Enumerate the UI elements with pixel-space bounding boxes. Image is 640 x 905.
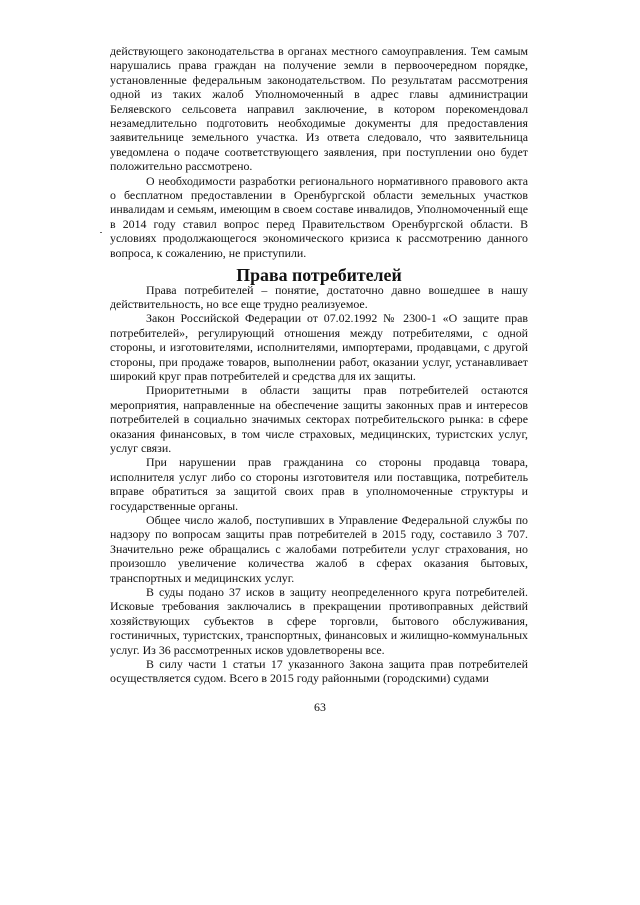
- paragraph-complaints-count: Общее число жалоб, поступивших в Управление Федеральной службы по надзору по вопросам защиты прав потребителей в 2015 году, составило 3 707. Значительно реже обращались с жалобами потребители услуг страхования, но произошло увеличение количества жалоб в сферах оказания бытовых, транспортных и медицинских услуг.: [110, 513, 528, 585]
- page-number: 63: [314, 700, 326, 714]
- paragraph-priorities: Приоритетными в области защиты прав потребителей остаются мероприятия, направленные на обеспечение защиты законных прав и интересов потребителей в социально значимых секторах потребительского рынка: в сфере оказания финансовых, в том числе страховых, медицинских, туристских услуг, услуг связи.: [110, 383, 528, 455]
- paragraph-disabled-land: О необходимости разработки регионального нормативного правового акта о бесплатном предоставлении в Оренбургской области земельных участков инвалидам и семьям, имеющим в своем составе инвалидов, Уполномоченный еще в 2014 году ставил вопрос перед Правительством Оренбургской области. В условиях продолжающегося экономического кризиса к рассмотрению данного вопроса, к сожалению, не приступили.: [110, 173, 528, 260]
- scan-speck: [100, 232, 102, 233]
- paragraph-court-protection: В силу части 1 статьи 17 указанного Закона защита прав потребителей осуществляется судом. Всего в 2015 году районными (городскими) судами: [110, 657, 528, 686]
- paragraph-consumer-rights-intro: Права потребителей – понятие, достаточно давно вошедшее в нашу действительность, но все еще трудно реализуемое.: [110, 282, 528, 311]
- paragraph-consumer-law: Закон Российской Федерации от 07.02.1992 № 2300-1 «О защите прав потребителей», регулирующий отношения между потребителями, с одной стороны, и изготовителями, исполнителями, импортерами, продавцами, с другой стороны, при продаже товаров, выполнении работ, оказании услуг, устанавливает широкий круг прав потребителей и средства для их защиты.: [110, 311, 528, 383]
- section-heading-consumer-rights: Права потребителей: [236, 265, 402, 286]
- paragraph-lawsuits: В суды подано 37 исков в защиту неопределенного круга потребителей. Исковые требования заключались в прекращении противоправных действий хозяйствующих субъектов в сфере торговли, бытового обслуживания, гостиничных, туристских, транспортных, финансовых и жилищно-коммунальных услуг. Из 36 рассмотренных исков удовлетворены все.: [110, 585, 528, 657]
- paragraph-violations: При нарушении прав гражданина со стороны продавца товара, исполнителя услуг либо со стороны изготовителя или поставщика, потребитель вправе обратиться за защитой своих прав в уполномоченные структуры и государственные органы.: [110, 455, 528, 513]
- paragraph-land-rights: действующего законодательства в органах местного самоуправления. Тем самым нарушались права граждан на получение земли в первоочередном порядке, установленные федеральным законодательством. По результатам рассмотрения одной из таких жалоб Уполномоченный в адрес главы администрации Беляевского сельсовета направил заключение, в котором порекомендовал незамедлительно подготовить необходимые документы для предоставления заявительнице земельного участка. Из ответа следовало, что заявительница уведомлена о подаче соответствующего заявления, при поступлении оно будет положительно рассмотрено.: [110, 44, 528, 174]
- document-page: [110, 44, 528, 686]
